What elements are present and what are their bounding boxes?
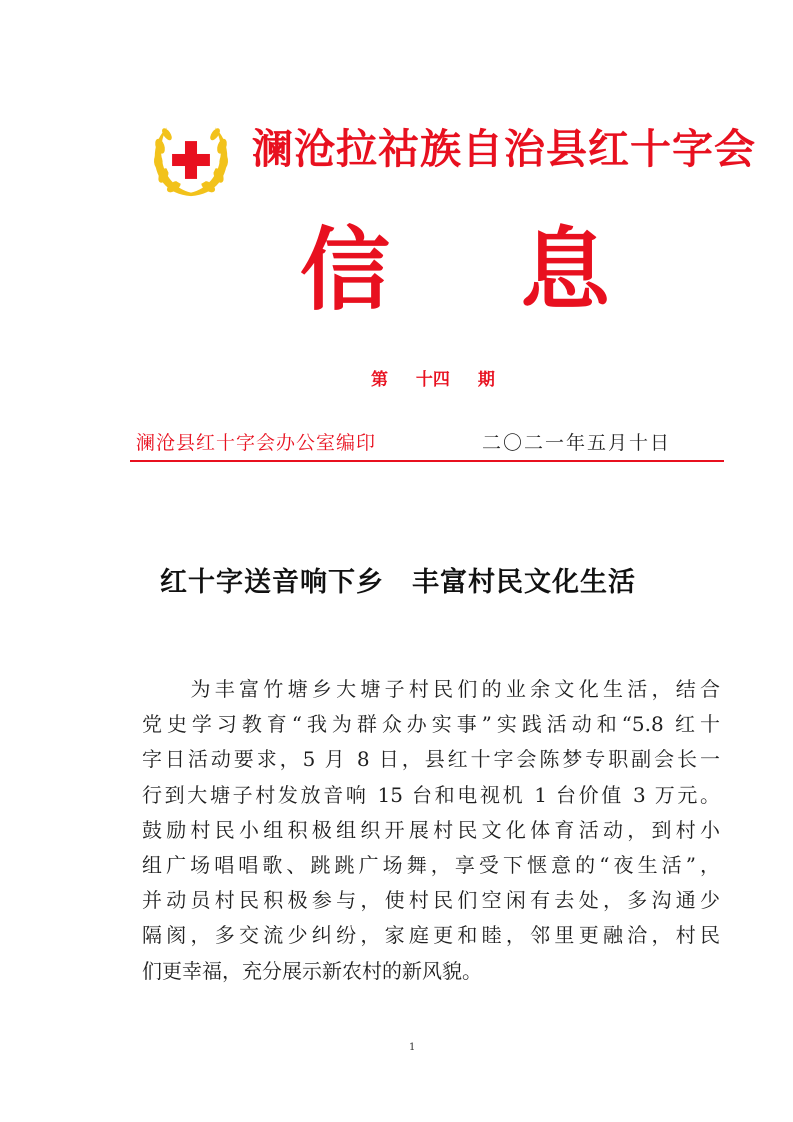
body-line: 隔阂，多交流少纠纷，家庭更和睦，邻里更融洽，村民 xyxy=(142,923,720,948)
title-char: 息 xyxy=(520,217,610,323)
body-line: 为丰富竹塘乡大塘子村民们的业余文化生活，结合 xyxy=(142,677,720,701)
organization-title: 澜沧拉祜族自治县红十字会 xyxy=(252,125,756,173)
title-char: 信 xyxy=(300,217,390,323)
headline-part: 丰富村民文化生活 xyxy=(412,567,636,598)
header-divider xyxy=(130,460,724,462)
body-line: 党史学习教育“我为群众办实事”实践活动和“5.8 红十 xyxy=(142,712,720,737)
document-title xyxy=(300,217,610,323)
page-number: 1 xyxy=(409,1042,416,1053)
red-cross-wreath-emblem-icon xyxy=(148,117,234,203)
issue-value: 十四 xyxy=(415,370,450,390)
issue-suffix: 期 xyxy=(477,370,495,390)
article-body xyxy=(142,672,720,989)
headline-part: 红十字送音响下乡 xyxy=(160,567,384,598)
issue-number xyxy=(371,365,495,390)
body-line: 并动员村民积极参与，使村民们空闲有去处，多沟通少 xyxy=(142,888,720,913)
article-headline xyxy=(160,560,636,599)
body-line: 鼓励村民小组积极组织开展村民文化体育活动，到村小 xyxy=(142,817,720,842)
publication-date: 二〇二一年五月十日 xyxy=(482,432,672,454)
body-line: 行到大塘子村发放音响 15 台和电视机 1 台价值 3 万元。 xyxy=(142,782,720,807)
body-line: 字日活动要求，5 月 8 日，县红十字会陈梦专职副会长一 xyxy=(142,747,720,772)
body-line: 们更幸福，充分展示新农村的新风貌。 xyxy=(142,958,482,983)
body-line: 组广场唱唱歌、跳跳广场舞，享受下惬意的“夜生活”， xyxy=(142,853,720,878)
editor-line: 澜沧县红十字会办公室编印 xyxy=(136,432,377,454)
issue-prefix: 第 xyxy=(371,370,388,390)
